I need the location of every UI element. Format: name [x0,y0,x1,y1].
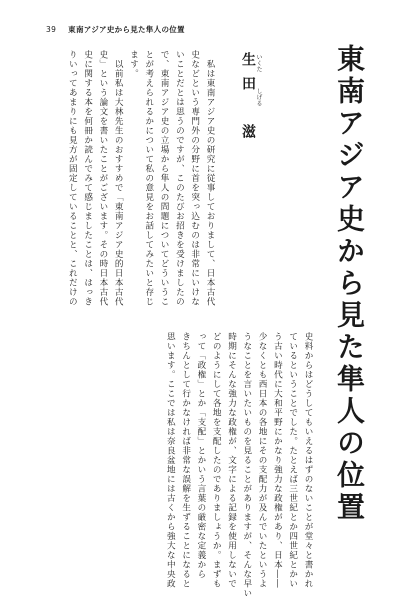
author-name: 生田 滋 [240,52,256,148]
text-line: いことだとは思うのですが、このたびお招きを受けましたの [174,50,185,307]
text-line: 思います。ここでは私は奈良盆地には古くから強大な中央政 [165,332,176,589]
text-line: 少なくとも西日本の各地にその支配力が及んでいたというよ [257,332,268,589]
text-line: とが考えられるかについて私の意見をお話してみたいと存じ [143,50,154,307]
text-line: 史などという専門外の分野に首を突っ込むのは非常にいけな [189,50,200,307]
author-ruby-family: いくた [255,54,262,72]
text-line: って「政権」とか「支配」とかいう言葉の厳密な定義から [195,332,206,579]
text-line: ているということでした。たとえば三世紀とか四世紀とかい [287,332,298,589]
page-number: 39 [46,24,57,34]
article-title: 東南アジア史から見た隼人の位置 [333,44,366,524]
text-line: 史」という論文を書いたことがございます。その時日本古代 [97,50,108,307]
text-line: 史に関する本を何冊か読んでみて感じましたことは、はっき [82,50,93,307]
text-line: 私は東南アジア史の研究に従事しておりまして、日本古代 [205,50,215,307]
text-line: りいってあまりにも見方が固定していることと、これだけの [67,50,78,307]
text-line: ます。 [128,50,139,79]
text-line: うなことを言いたいものを見ることがありますが、そんな早い [241,332,252,598]
author-ruby-given: しげる [255,88,262,106]
text-line: どのようにして各地を支配したのでありましょうか。まずも [211,332,222,589]
text-line: で、東南アジア史の立場から隼人の問題についてどういうこ [159,50,170,307]
text-line: 以前私は大林先生のおすすめで「東南アジア史的日本古代 [113,50,124,307]
body-text-upper [67,50,217,307]
text-line: う古い時代に大和平野にかなり強力な政権があり、日本―― [272,332,283,589]
running-title: 東南アジア史から見た隼人の位置 [68,24,185,34]
text-line: 時期にそんな強力な政権が、文字による記録を使用しないで [226,332,237,589]
text-line: 史料からはどうしてもいえるはずのないことが堂々と書かれ [303,332,313,589]
running-header [46,22,185,36]
body-text-lower [83,332,315,598]
text-line: きちんとして行かなければ非常な誤解を生ずることになると [180,332,191,589]
